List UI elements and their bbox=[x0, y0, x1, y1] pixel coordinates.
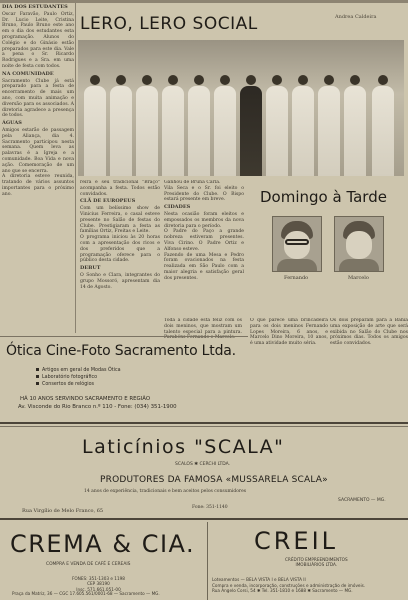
scala-title: Laticínios "SCALA" bbox=[82, 436, 285, 458]
otica-item: Artigos em geral de Modas Ótica bbox=[36, 367, 121, 374]
mid2-text-5: Fazendo de uma Mesa e Pedro foram ovacionados na festa realizada em São Paulo com a maior alegria e satisfação geral dos presentes. bbox=[164, 252, 244, 281]
domingo-text-1: O que parece uma brincadeira para os dois meninos Fernando Lopes Moreira, 6 anos, e Marcelo Dino Moreira, 10 anos, é uma atividade muito séria. bbox=[250, 318, 328, 347]
creil-info bbox=[212, 577, 404, 594]
mid1-text-2: Com um belíssimo show de Vinicius Ferreira, o casal esteve presente no Salão de festas do Clube. Prestigiaram a festa as famílias Ortiz, Freitas e Leite. bbox=[80, 206, 160, 235]
left-text-4: A diretoria esteve reunida, tratando de vários assuntos importantes para o próximo ano. bbox=[2, 174, 74, 197]
photo-figure bbox=[372, 75, 394, 176]
photo-figure bbox=[240, 75, 262, 176]
crema-title: CREMA & CIA. bbox=[10, 530, 196, 558]
photo-figure bbox=[162, 75, 184, 176]
left-heading-1: DIA DOS ESTUDANTES bbox=[2, 4, 68, 10]
otica-slogan: HÁ 10 ANOS SERVINDO SACRAMENTO E REGIÃO bbox=[20, 396, 151, 402]
left-text-2: Sacramento Clube já está preparado para a festa de encerramento de mais um ano, com muita animação e diversão para os associados. A diretoria agradece a presença de todos. bbox=[2, 78, 74, 119]
mid2-text-4: O Padre do Paço a grande nobreza estiveram presentes. Viva Cirino. O Padre Ortiz e Alfonso esteve. bbox=[164, 229, 244, 252]
creil-subtitle bbox=[285, 557, 348, 568]
author-name: Andrea Caldeira bbox=[335, 14, 377, 20]
photo-figure bbox=[318, 75, 340, 176]
left-column bbox=[2, 3, 74, 333]
middle-column-1 bbox=[80, 180, 160, 330]
left-text-1: Oscar Faravão, Paulo Ortiz, Dr. Lucio Leite, Cristina Bruno, Paulo Bruno este ano em o dia dos estudantes esta programação. Alunos do Colégio e do Ginásio estão preparados para este dia. Vale a pena o Sr. Ricardo Rodrigues e a Sra. em uma noite de festa com todos. bbox=[2, 11, 74, 69]
mid2-text-3: Nesta ocasião foram eleitos e empossados os membros da nova diretoria para o período. bbox=[164, 211, 244, 229]
mid2-text-1: Ganhou de Bruna Carla. bbox=[164, 180, 221, 185]
crema-phones: FONES: 351-1303 e 1198 bbox=[72, 576, 125, 581]
ad-divider bbox=[207, 522, 208, 600]
mid1-text-4: O Sonho e Clara, integrantes do grupo Mossoró, apresentam dia 14 de Agosto. bbox=[80, 272, 160, 290]
caption-marcelo: Marcelo bbox=[348, 275, 369, 281]
divider bbox=[0, 426, 408, 427]
photo-figure bbox=[214, 75, 236, 176]
left-heading-2: NA COMUNIDADE bbox=[2, 70, 54, 77]
otica-item: Laboratório fotográfico bbox=[36, 374, 121, 381]
domingo-title: Domingo à Tarde bbox=[260, 188, 387, 206]
scala-product: PRODUTORES DA FAMOSA «MUSSARELA SCALA» bbox=[100, 475, 328, 485]
divider bbox=[0, 422, 408, 424]
photo-figure bbox=[84, 75, 106, 176]
creil-title: CREIL bbox=[254, 527, 339, 555]
mid2-text-2: Vila Seca e o Sr. foi eleito o Presidente do Clube. O Bispo estará presente em breve. bbox=[164, 185, 244, 203]
scala-address: Rua Virgílio de Melo Franco, 65 bbox=[22, 508, 104, 514]
crema-cep: CEP 38190 bbox=[87, 581, 110, 587]
crema-address: Praça da Matriz, 36 — CGC 17.605.561/0001-68 — Sacramento — MG. bbox=[12, 591, 160, 596]
photo-figure bbox=[344, 75, 366, 176]
otica-address: Av. Visconde do Rio Branco n.º 110 - Fone: (034) 351-1900 bbox=[18, 404, 177, 410]
domingo-text-2: Os dois preparam para a Bahia uma exposição de arte que será exibida no Salão do Clube nos próximos dias. Todos os amigos estão convidados. bbox=[330, 318, 408, 347]
photo-figure bbox=[136, 75, 158, 176]
photo-figure bbox=[292, 75, 314, 176]
middle-column-2 bbox=[164, 180, 244, 330]
divider bbox=[0, 518, 408, 520]
photo-figure bbox=[188, 75, 210, 176]
creil-info-3: Rua Angelo Corsi, 54 ✱ Tel. 351-1810 e 1688 ✱ Sacramento — MG. bbox=[212, 588, 353, 594]
group-photo bbox=[78, 40, 404, 176]
otica-item: Consertos de relógios bbox=[36, 381, 121, 388]
creil-subtitle-2: IMOBILIÁRIOS LTDA. bbox=[295, 562, 338, 568]
left-heading-3: ÁGUAS bbox=[2, 120, 22, 127]
creil-info-2: Compra e venda, incorporação, construções e administração de imóveis. bbox=[212, 582, 366, 588]
section-title: LERO, LERO SOCIAL bbox=[80, 14, 258, 34]
domingo-section bbox=[250, 180, 406, 310]
scala-subtitle: SCALOS ✱ CERCHI LTDA. bbox=[175, 462, 231, 467]
divider bbox=[0, 336, 248, 337]
mid1-heading-2: DEBUT bbox=[80, 265, 101, 272]
otica-title: Ótica Cine-Foto Sacramento Ltda. bbox=[6, 343, 236, 359]
crema-subtitle: COMPRA E VENDA DE CAFÉ E CEREAIS bbox=[46, 562, 131, 567]
caption-fernando: Fernando bbox=[284, 275, 309, 281]
photo-figure bbox=[266, 75, 288, 176]
scala-city: SACRAMENTO — MG. bbox=[338, 498, 386, 503]
scala-phone: Fone: 351-1140 bbox=[192, 505, 228, 510]
mid1-text-3: O programa iniciou às 20 horas com a apresentação dos ricos e dos preferidos que a programação oferece para o público desta cidade. bbox=[80, 235, 160, 264]
domingo-text-3: Toda a cidade está feliz com os dois meninos, que mostram um talento especial para a pintura. bbox=[164, 318, 242, 335]
mid2-heading-1: CIDADES bbox=[164, 204, 191, 211]
portrait-marcelo bbox=[334, 216, 384, 272]
scala-description: 14 anos de experiência, tradicionais e bem aceitos pelos consumidores bbox=[84, 489, 247, 494]
creil-subtitle-1: CRÉDITO EMPREENDIMENTOS bbox=[285, 557, 348, 562]
left-text-3: Amigos estarão de passagem pela Aliança, dia 4. Sacramento participou nesta semana. Quem leva as palavras é a Igreja e a comunidade. Boa Vida e nova ação. Comemoração de um ano que se encerra. bbox=[2, 127, 74, 174]
portrait-fernando bbox=[272, 216, 322, 272]
crema-insc: Insc. 571.661.051-00 bbox=[76, 586, 121, 592]
creil-info-1: Loteamentos — BELA VISTA I e BELA VISTA II bbox=[212, 577, 306, 582]
column-divider bbox=[75, 3, 76, 333]
mid1-text-1: reira e seu tradicional "Braço" acompanha a festa. Todos estão convidados. bbox=[80, 180, 160, 197]
otica-list bbox=[36, 367, 121, 388]
photo-figure bbox=[110, 75, 132, 176]
mid1-heading-1: CLÃ DE EUROPEUS bbox=[80, 198, 136, 205]
crema-contact bbox=[72, 576, 125, 592]
